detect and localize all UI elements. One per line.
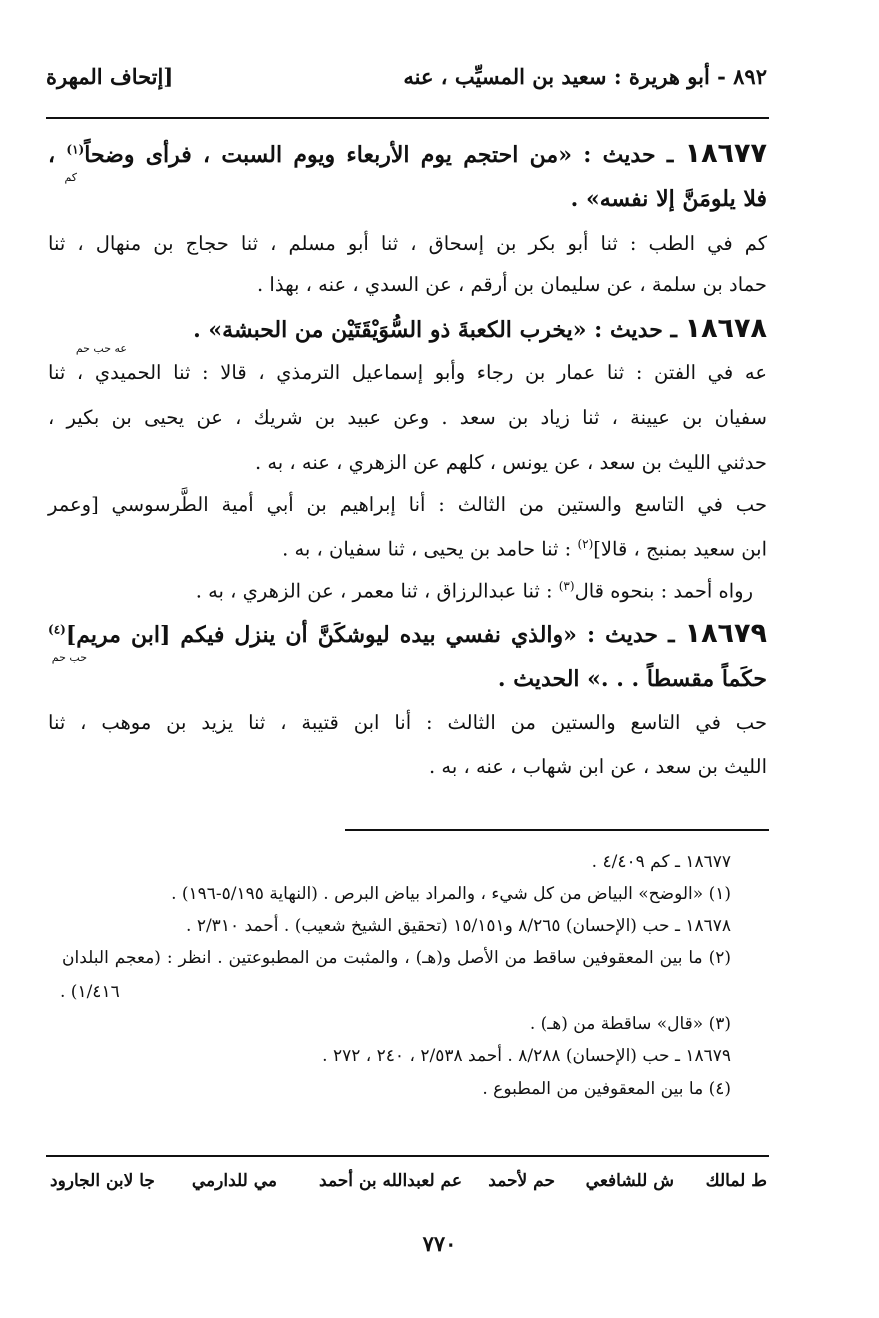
body-text: ابن سعيد بمنبج ، قالا] (593, 537, 767, 561)
hadith-siglum: حب حم (51, 651, 87, 664)
footnote-line: (١) «الوضح» البياض من كل شيء ، والمراد بياض البرص . (النهاية ٥/١٩٥-١٩٦) . (171, 884, 731, 904)
footnote-marker: (٤) (48, 622, 66, 637)
hadith-text: ـ حديث : «من احتجم يوم الأربعاء ويوم السبت ، فرأى وضحاً (84, 142, 674, 168)
body-line: سفيان بن عيينة ، ثنا زياد بن سعد . وعن عبيد بن شريك ، عن يحيى بن بكير ، (48, 406, 767, 429)
hadith-siglum: كم (64, 171, 77, 184)
footnote-marker: (٣) (558, 579, 575, 593)
body-line: حدثني الليث بن سعد ، عن يونس ، كلهم عن الزهري ، عنه ، به . (254, 451, 767, 474)
hadith-18678-line1 (48, 315, 767, 342)
hadith-siglum: عه حب حم (75, 342, 127, 355)
footnote-line: (٢) ما بين المعقوفين ساقط من الأصل و(هـ) ، والمثبت من المطبوعتين . انظر : (معجم البلدان (62, 948, 731, 968)
body-line: حب في التاسع والستين من الثالث : أنا إبراهيم بن أبي أمية الطَّرسوسي [وعمر (48, 493, 767, 516)
body-line: عه في الفتن : ثنا عمار بن رجاء وأبو إسماعيل الترمذي ، قالا : ثنا الحميدي ، ثنا (48, 361, 767, 384)
book-title: [إتحاف المهرة (46, 64, 174, 89)
abbr-malik: ط لمالك (705, 1171, 767, 1191)
abbr-ahmad: حم لأحمد (488, 1171, 555, 1191)
running-title: ٨٩٢ - أبو هريرة : سعيد بن المسيِّب ، عنه (403, 64, 767, 89)
footnote-line: ١٨٦٧٨ ـ حب (الإحسان) ٨/٢٦٥ و١٥/١٥١ (تحقيق الشيخ شعيب) . أحمد ٢/٣١٠ . (186, 916, 731, 936)
footnote-marker: (١) (66, 142, 85, 157)
hadith-18679-line1 (48, 620, 767, 647)
hadith-number: ١٨٦٧٧ (684, 138, 767, 169)
hadith-18677-line2: فلا يلومَنَّ إلا نفسه» . (570, 186, 767, 212)
body-line (48, 538, 767, 559)
body-line: حماد بن سلمة ، عن سليمان بن أرقم ، عن السدي ، عنه ، بهذا . (257, 273, 767, 296)
body-line: الليث بن سعد ، عن ابن شهاب ، عنه ، به . (428, 755, 767, 778)
footnote-rule (345, 829, 769, 831)
footnote-line: ١٨٦٧٩ ـ حب (الإحسان) ٨/٢٨٨ . أحمد ٢/٥٣٨ ، ٢٤٠ ، ٢٧٢ . (322, 1046, 731, 1066)
running-head (46, 64, 767, 104)
page-number: ٧٧٠ (422, 1231, 457, 1256)
footnote-line: ١٨٦٧٧ ـ كم ٤/٤٠٩ . (591, 852, 731, 872)
abbr-darimi: مي للدارمي (191, 1171, 277, 1191)
abbreviation-key (50, 1171, 767, 1201)
hadith-18679-line2: حكَماً مقسطاً . . .» الحديث . (497, 666, 767, 692)
body-line (48, 580, 753, 601)
header-rule (46, 117, 769, 119)
hadith-text: ـ حديث : «والذي نفسي بيده ليوشكَنَّ أن ينزل فيكم [ابن مريم] (65, 622, 675, 648)
body-line: كم في الطب : ثنا أبو بكر بن إسحاق ، ثنا أبو مسلم ، ثنا حجاج بن منهال ، ثنا (48, 232, 767, 255)
hadith-18677-line1 (48, 140, 767, 167)
abbr-ibn-jarud: جا لابن الجارود (50, 1171, 155, 1191)
hadith-number: ١٨٦٧٩ (684, 618, 767, 649)
footnote-line: (٤) ما بين المعقوفين من المطبوع . (482, 1079, 731, 1099)
abbreviations-rule (46, 1155, 769, 1157)
body-text: : ثنا عبدالرزاق ، ثنا معمر ، عن الزهري ، به . (195, 579, 559, 603)
footnote-line: (٣) «قال» ساقطة من (هـ) . (529, 1014, 731, 1034)
hadith-number: ١٨٦٧٨ (684, 313, 767, 344)
footnote-line: ١/٤١٦) . (60, 982, 120, 1002)
footnote-marker: (٢) (577, 537, 594, 551)
body-text: رواه أحمد : بنحوه قال (574, 579, 753, 603)
hadith-text: ـ حديث : «يخرب الكعبةَ ذو السُّوَيْقَتَيْن من الحبشة» . (193, 317, 677, 343)
hadith-punct: ، (48, 142, 67, 168)
body-text: : ثنا حامد بن يحيى ، ثنا سفيان ، به . (282, 537, 578, 561)
abbr-shafii: ش للشافعي (585, 1171, 674, 1191)
abbr-abdullah: عم لعبدالله بن أحمد (319, 1171, 462, 1191)
body-line: حب في التاسع والستين من الثالث : أنا ابن قتيبة ، ثنا يزيد بن موهب ، ثنا (48, 711, 767, 734)
